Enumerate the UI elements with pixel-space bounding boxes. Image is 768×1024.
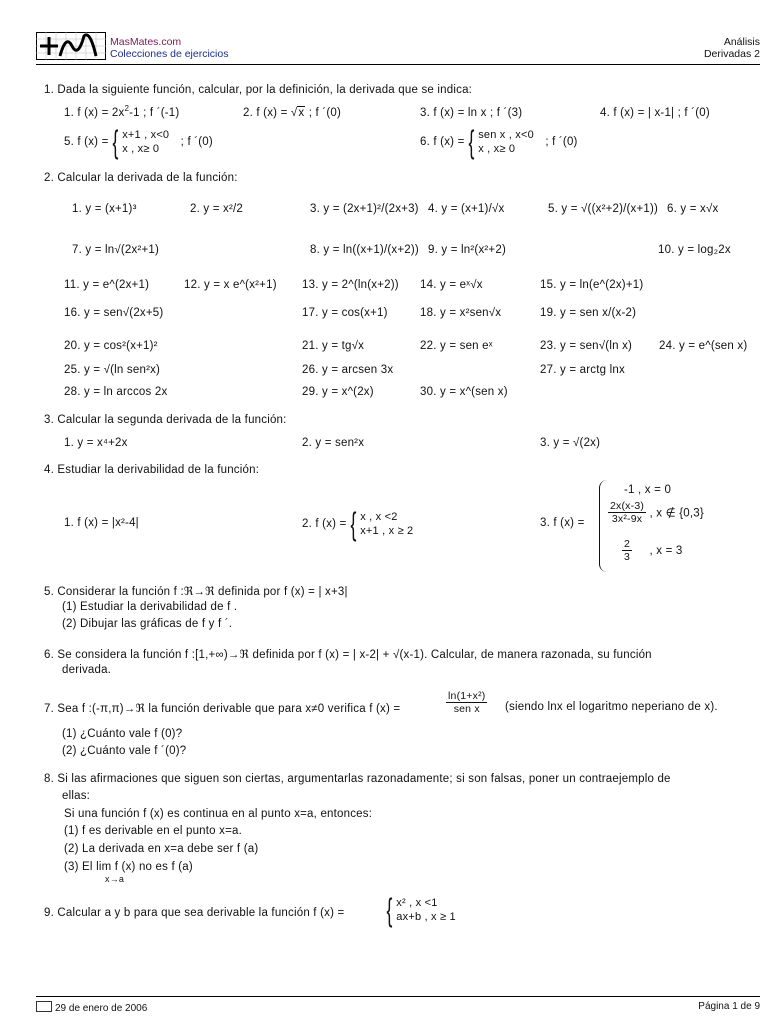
q2-item: 9. y = ln²(x²+2) [428, 244, 506, 256]
q2-title: 2. Calcular la derivada de la función: [44, 172, 238, 184]
q7-line-2: (1) ¿Cuánto vale f (0)? [62, 728, 183, 740]
q4-item-2: 2. f (x) = { x , x <2 x+1 , x ≥ 2 [302, 506, 414, 542]
q8-limit-sub: x→a [105, 874, 125, 884]
q8-line-3: Si una función f (x) es continua en al punto x=a, entonces: [64, 808, 373, 820]
collection-name: Colecciones de ejercicios [110, 48, 229, 60]
masmates-logo-icon [36, 32, 106, 60]
q2-item: 4. y = (x+1)/√x [428, 203, 505, 215]
q4-item-1: 1. f (x) = |x²-4| [64, 517, 139, 529]
q8-line-1: 8. Si las afirmaciones que siguen son ciertas, argumentarlas razonadamente; si son falsas, poner un contraejemplo de [44, 773, 671, 785]
header-right [704, 36, 760, 60]
page-number: Página 1 de 9 [698, 1001, 760, 1012]
q2-item: 20. y = cos²(x+1)² [64, 340, 158, 352]
q1-item-1: 1. f $(x) = 2x^2-1$ ; f ´(-1) [64, 104, 180, 119]
q9-cases: { x² , x <1 ax+b , x ≥ 1 [386, 892, 456, 928]
q1-item-3: 3. f (x) = ln x ; f ´(3) [420, 107, 523, 119]
q2-item: 8. y = ln((x+1)/(x+2)) [310, 244, 419, 256]
q5-line-1: 5. Considerar la función f :ℜ→ℜ definida por f (x) = | x+3| [44, 586, 348, 598]
q2-item: 7. y = ln√(2x²+1) [72, 244, 160, 256]
q2-item: 23. y = sen√(ln x) [540, 340, 633, 352]
q1-item-5: 5. f (x) = { x+1 , x<0 x , x≥ 0 ; f ´(0) [64, 124, 213, 160]
q7-line-1b: (siendo lnx el logaritmo neperiano de x). [505, 701, 718, 713]
q7-line-1a: 7. Sea f :(-π,π)→ℜ la función derivable que para x≠0 verifica f (x) = [44, 703, 401, 715]
q4-item-3-label: 3. f (x) = [540, 517, 585, 529]
q2-item: 27. y = arctg lnx [540, 364, 625, 376]
q8-line-5: (2) La derivada en x=a debe ser f (a) [64, 843, 259, 855]
q3-item: 2. y = sen²x [302, 437, 365, 449]
q2-item: 22. y = sen eˣ [420, 340, 493, 352]
q2-item: 3. y = (2x+1)²/(2x+3) [310, 203, 419, 215]
topic: Derivadas 2 [703, 48, 760, 60]
q1-item-2: 2. f (x) = √x ; f ´(0) [243, 107, 342, 119]
q1-item-4: 4. f (x) = | x-1| ; f ´(0) [600, 107, 710, 119]
q2-item: 28. y = ln arccos 2x [64, 386, 168, 398]
q2-item: 29. y = x^(2x) [302, 386, 374, 398]
q2-item: 25. y = √(ln sen²x) [64, 364, 161, 376]
mini-logo-icon [36, 1001, 52, 1012]
page-footer [36, 996, 760, 1014]
q7-line-3: (2) ¿Cuánto vale f ´(0)? [62, 745, 187, 757]
site-name[interactable]: MasMates.com [110, 36, 182, 48]
q6-line-1: 6. Se considera la función f :[1,+∞)→ℜ definida por f (x) = | x-2| + √(x-1). Calcular, de manera razonada, su función [44, 649, 652, 661]
piecewise-brace [599, 480, 610, 572]
q3-item: 3. y = √(2x) [540, 437, 601, 449]
q5-line-3: (2) Dibujar las gráficas de f y f ´. [62, 618, 233, 630]
q2-item: 21. y = tg√x [302, 340, 365, 352]
q2-item: 19. y = sen x/(x-2) [540, 307, 637, 319]
q2-item: 13. y = 2^(ln(x+2)) [302, 279, 399, 291]
q3-title: 3. Calcular la segunda derivada de la función: [44, 414, 287, 426]
q2-item: 6. y = x√x [667, 203, 719, 215]
q2-item: 10. y = log₂2x [658, 244, 731, 256]
q2-item: 16. y = sen√(2x+5) [64, 307, 164, 319]
q1-item-6: 6. f (x) = { sen x , x<0 x , x≥ 0 ; f ´(0) [420, 124, 578, 160]
q2-item: 11. y = e^(2x+1) [64, 279, 150, 291]
q2-item: 15. y = ln(e^(2x)+1) [540, 279, 644, 291]
page-header [36, 30, 760, 65]
q5-line-2: (1) Estudiar la derivabilidad de f . [62, 601, 238, 613]
q4-title: 4. Estudiar la derivabilidad de la función: [44, 464, 260, 476]
q2-item: 18. y = x²sen√x [420, 307, 502, 319]
q6-line-2: derivada. [62, 664, 112, 676]
q2-item: 26. y = arcsen 3x [302, 364, 394, 376]
brand-block [110, 36, 228, 60]
q8-line-2: ellas: [62, 790, 91, 802]
q9-line-1: 9. Calcular a y b para que sea derivable la función f (x) = [44, 907, 345, 919]
q4-item-3-case-a: -1 , x = 0 [624, 484, 672, 496]
q2-item: 14. y = eˣ√x [420, 279, 483, 291]
subject: Análisis [723, 36, 760, 48]
q2-item: 12. y = x e^(x²+1) [184, 279, 277, 291]
q7-fraction: $\frac{\text{ln(1+x²)}}{\text{sen x}}$ [448, 690, 486, 715]
q2-item: 1. y = (x+1)³ [72, 203, 137, 215]
q1-title: 1. Dada la siguiente función, calcular, por la definición, la derivada que se indica: [44, 84, 473, 96]
q2-item: 17. y = cos(x+1) [302, 307, 388, 319]
q2-item: 30. y = x^(sen x) [420, 386, 508, 398]
q2-item: 24. y = e^(sen x) [659, 340, 748, 352]
q4-item-3-case-b: $\frac{2x(x-3)}{\text{3x²-9x}}$ , x ∉ {0,3} [610, 500, 704, 525]
q8-line-4: (1) f es derivable en el punto x=a. [64, 825, 243, 837]
footer-date: 29 de enero de 2006 [36, 1001, 147, 1014]
q4-item-3-case-c: $\frac{2}{3}$ , x = 3 [624, 538, 683, 563]
q3-item: 1. y = x⁴+2x [64, 437, 128, 449]
q2-item: 2. y = x²/2 [190, 203, 244, 215]
q2-item: 5. y = √((x²+2)/(x+1)) [548, 203, 659, 215]
q8-line-6: (3) El lim f (x) no es f (a) [64, 861, 193, 873]
